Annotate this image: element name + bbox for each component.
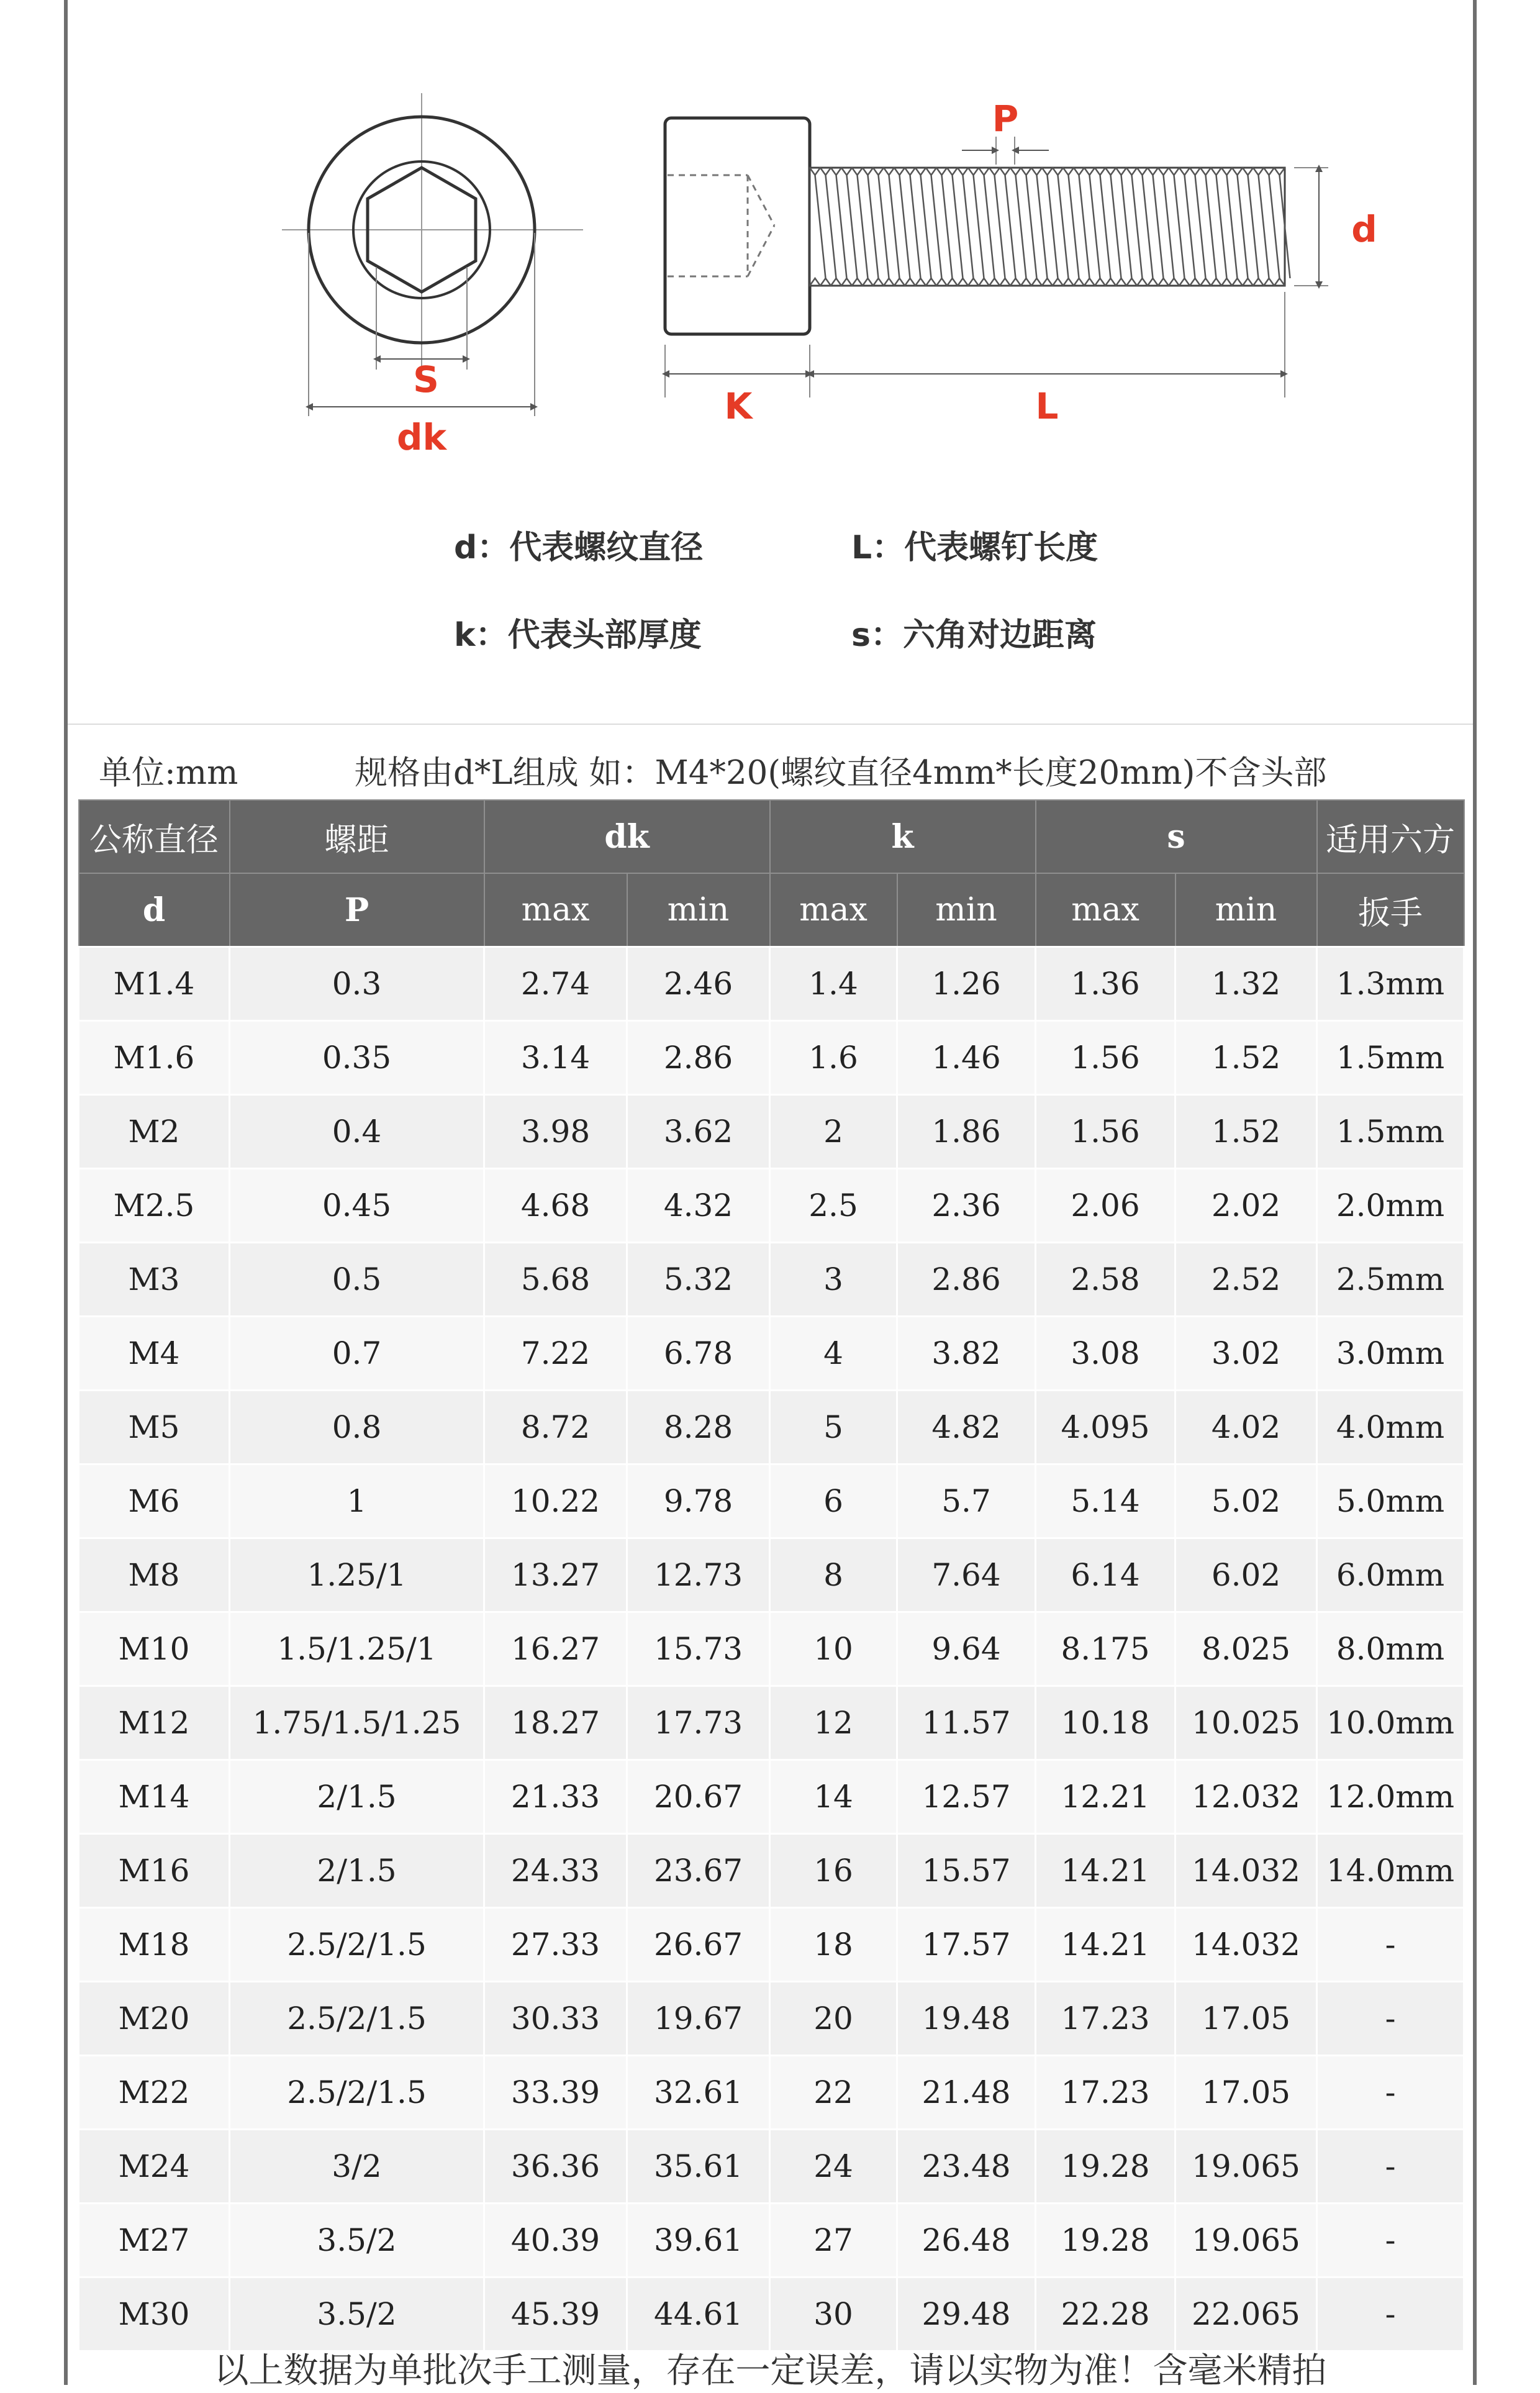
screw-drawing [68,0,1473,724]
cell-k-max: 1.4 [770,947,897,1021]
cell-size: M18 [79,1908,230,1982]
table-row [79,2277,1464,2351]
cell-pitch: 3.5/2 [230,2277,484,2351]
cell-dk-min: 4.32 [627,1169,770,1243]
cell-wrench: - [1317,2204,1464,2277]
cell-s-min: 5.02 [1175,1464,1317,1538]
cell-k-max: 22 [770,2056,897,2130]
cell-s-min: 12.032 [1175,1760,1317,1834]
cell-s-min: 19.065 [1175,2204,1317,2277]
col-s-max: max [1036,873,1175,947]
cell-pitch: 3/2 [230,2130,484,2204]
cell-pitch: 2.5/2/1.5 [230,1982,484,2056]
cell-k-min: 17.57 [897,1908,1036,1982]
col-k: k [770,800,1036,873]
col-nominal-diameter: 公称直径 [79,800,230,873]
table-row [79,1021,1464,1095]
cell-pitch: 0.8 [230,1391,484,1464]
cell-k-max: 5 [770,1391,897,1464]
cell-k-max: 20 [770,1982,897,2056]
table-row [79,2204,1464,2277]
cell-s-max: 6.14 [1036,1538,1175,1612]
cell-dk-min: 35.61 [627,2130,770,2204]
table-row [79,2130,1464,2204]
cell-k-min: 5.7 [897,1464,1036,1538]
col-dk-min: min [627,873,770,947]
cell-s-max: 3.08 [1036,1317,1175,1391]
cell-wrench: 12.0mm [1317,1760,1464,1834]
cell-s-min: 1.52 [1175,1095,1317,1169]
cell-dk-min: 9.78 [627,1464,770,1538]
cell-s-min: 17.05 [1175,1982,1317,2056]
cell-dk-max: 40.39 [484,2204,627,2277]
cell-k-min: 9.64 [897,1612,1036,1686]
cell-size: M20 [79,1982,230,2056]
table-header-row-top [79,800,1464,873]
cell-dk-max: 7.22 [484,1317,627,1391]
cell-dk-max: 2.74 [484,947,627,1021]
cell-pitch: 0.5 [230,1243,484,1317]
cell-s-min: 6.02 [1175,1538,1317,1612]
cell-k-min: 1.86 [897,1095,1036,1169]
cell-dk-min: 12.73 [627,1538,770,1612]
cell-pitch: 0.4 [230,1095,484,1169]
cell-dk-min: 17.73 [627,1686,770,1760]
cell-k-min: 21.48 [897,2056,1036,2130]
cell-s-min: 19.065 [1175,2130,1317,2204]
cell-dk-max: 21.33 [484,1760,627,1834]
table-row [79,1760,1464,1834]
cell-dk-max: 3.14 [484,1021,627,1095]
cell-dk-max: 3.98 [484,1095,627,1169]
cell-s-min: 2.02 [1175,1169,1317,1243]
table-row [79,1391,1464,1464]
cell-k-max: 6 [770,1464,897,1538]
cell-k-max: 1.6 [770,1021,897,1095]
col-s: s [1036,800,1317,873]
cell-k-min: 11.57 [897,1686,1036,1760]
screw-dimension-diagram [68,0,1473,725]
cell-wrench: 5.0mm [1317,1464,1464,1538]
cell-k-max: 2 [770,1095,897,1169]
spec-format-note: 规格由d*L组成 如：M4*20(螺纹直径4mm*长度20mm)不含头部 [355,754,1327,792]
cell-size: M8 [79,1538,230,1612]
col-wrench: 适用六方 [1317,800,1464,873]
cell-k-min: 12.57 [897,1760,1036,1834]
cell-dk-max: 18.27 [484,1686,627,1760]
cell-pitch: 0.7 [230,1317,484,1391]
cell-dk-min: 3.62 [627,1095,770,1169]
cell-s-max: 2.58 [1036,1243,1175,1317]
legend-l: L：代表螺钉长度 [851,529,1098,566]
cell-size: M2 [79,1095,230,1169]
cell-size: M3 [79,1243,230,1317]
dim-label-l: L [1035,385,1059,427]
cell-s-max: 1.56 [1036,1095,1175,1169]
col-k-max: max [770,873,897,947]
cell-dk-min: 6.78 [627,1317,770,1391]
table-row [79,1095,1464,1169]
cell-pitch: 0.35 [230,1021,484,1095]
cell-s-max: 14.21 [1036,1908,1175,1982]
cell-dk-min: 32.61 [627,2056,770,2130]
cell-pitch: 2/1.5 [230,1834,484,1908]
cell-dk-min: 26.67 [627,1908,770,1982]
cell-s-max: 1.56 [1036,1021,1175,1095]
cell-size: M22 [79,2056,230,2130]
cell-k-min: 7.64 [897,1538,1036,1612]
cell-pitch: 1 [230,1464,484,1538]
dim-label-k: K [724,385,753,427]
cell-dk-min: 2.86 [627,1021,770,1095]
cell-s-min: 3.02 [1175,1317,1317,1391]
cell-dk-min: 5.32 [627,1243,770,1317]
cell-wrench: - [1317,2130,1464,2204]
col-k-min: min [897,873,1036,947]
cell-pitch: 1.25/1 [230,1538,484,1612]
cell-s-max: 17.23 [1036,2056,1175,2130]
dim-label-d: d [1351,208,1377,250]
cell-wrench: - [1317,1908,1464,1982]
cell-k-min: 29.48 [897,2277,1036,2351]
cell-s-min: 4.02 [1175,1391,1317,1464]
spec-info-row [68,733,1473,795]
cell-k-min: 23.48 [897,2130,1036,2204]
spec-table [78,799,1465,2352]
table-row [79,1538,1464,1612]
legend-d: d：代表螺纹直径 [454,529,704,566]
col-d: d [79,873,230,947]
col-dk-max: max [484,873,627,947]
table-row [79,1317,1464,1391]
cell-size: M14 [79,1760,230,1834]
cell-wrench: - [1317,1982,1464,2056]
table-row [79,1464,1464,1538]
table-header-row-sub [79,873,1464,947]
cell-s-max: 4.095 [1036,1391,1175,1464]
cell-s-min: 1.52 [1175,1021,1317,1095]
cell-size: M16 [79,1834,230,1908]
cell-k-max: 18 [770,1908,897,1982]
cell-s-max: 10.18 [1036,1686,1175,1760]
cell-s-min: 8.025 [1175,1612,1317,1686]
cell-pitch: 0.45 [230,1169,484,1243]
cell-wrench: 1.5mm [1317,1021,1464,1095]
cell-k-max: 12 [770,1686,897,1760]
cell-s-min: 10.025 [1175,1686,1317,1760]
cell-dk-min: 8.28 [627,1391,770,1464]
cell-k-max: 14 [770,1760,897,1834]
table-row [79,947,1464,1021]
cell-size: M27 [79,2204,230,2277]
cell-dk-min: 23.67 [627,1834,770,1908]
cell-k-max: 2.5 [770,1169,897,1243]
dim-label-s: S [413,358,439,401]
cell-dk-max: 16.27 [484,1612,627,1686]
cell-size: M30 [79,2277,230,2351]
cell-pitch: 1.5/1.25/1 [230,1612,484,1686]
screw-side-view [665,118,1328,397]
cell-size: M12 [79,1686,230,1760]
col-dk: dk [484,800,770,873]
unit-label: 单位:mm [99,754,238,792]
cell-pitch: 0.3 [230,947,484,1021]
cell-dk-max: 27.33 [484,1908,627,1982]
cell-dk-max: 5.68 [484,1243,627,1317]
cell-k-max: 27 [770,2204,897,2277]
cell-pitch: 3.5/2 [230,2204,484,2277]
cell-size: M1.6 [79,1021,230,1095]
cell-k-max: 24 [770,2130,897,2204]
cell-size: M6 [79,1464,230,1538]
cell-wrench: 14.0mm [1317,1834,1464,1908]
cell-s-max: 17.23 [1036,1982,1175,2056]
col-pitch: 螺距 [230,800,484,873]
cell-s-max: 2.06 [1036,1169,1175,1243]
cell-size: M1.4 [79,947,230,1021]
cell-wrench: - [1317,2056,1464,2130]
cell-k-max: 4 [770,1317,897,1391]
cell-size: M24 [79,2130,230,2204]
legend-s: s：六角对边距离 [851,617,1097,654]
cell-k-max: 8 [770,1538,897,1612]
col-p: P [230,873,484,947]
table-row [79,1169,1464,1243]
cell-s-max: 5.14 [1036,1464,1175,1538]
cell-k-max: 30 [770,2277,897,2351]
cell-wrench: 10.0mm [1317,1686,1464,1760]
cell-dk-min: 39.61 [627,2204,770,2277]
cell-s-max: 19.28 [1036,2204,1175,2277]
dim-label-dk: dk [396,416,447,458]
cell-wrench: 2.0mm [1317,1169,1464,1243]
legend-k: k：代表头部厚度 [454,617,702,654]
table-row [79,1243,1464,1317]
cell-k-min: 2.86 [897,1243,1036,1317]
cell-k-max: 10 [770,1612,897,1686]
cell-s-max: 22.28 [1036,2277,1175,2351]
cell-wrench: 6.0mm [1317,1538,1464,1612]
cell-size: M2.5 [79,1169,230,1243]
cell-s-max: 14.21 [1036,1834,1175,1908]
cell-size: M10 [79,1612,230,1686]
cell-s-min: 17.05 [1175,2056,1317,2130]
cell-wrench: - [1317,2277,1464,2351]
cell-wrench: 8.0mm [1317,1612,1464,1686]
cell-dk-min: 2.46 [627,947,770,1021]
cell-s-min: 14.032 [1175,1834,1317,1908]
cell-s-max: 1.36 [1036,947,1175,1021]
spec-table-body [79,947,1464,2351]
cell-dk-max: 10.22 [484,1464,627,1538]
table-row [79,2056,1464,2130]
cell-wrench: 2.5mm [1317,1243,1464,1317]
cell-dk-max: 33.39 [484,2056,627,2130]
cell-wrench: 3.0mm [1317,1317,1464,1391]
cell-wrench: 4.0mm [1317,1391,1464,1464]
cell-k-min: 19.48 [897,1982,1036,2056]
cell-k-max: 16 [770,1834,897,1908]
cell-k-min: 26.48 [897,2204,1036,2277]
cell-pitch: 2.5/2/1.5 [230,1908,484,1982]
cell-k-min: 1.46 [897,1021,1036,1095]
cell-dk-min: 44.61 [627,2277,770,2351]
cell-k-min: 15.57 [897,1834,1036,1908]
cell-s-max: 12.21 [1036,1760,1175,1834]
cell-dk-max: 36.36 [484,2130,627,2204]
cell-size: M4 [79,1317,230,1391]
cell-s-min: 22.065 [1175,2277,1317,2351]
cell-dk-min: 20.67 [627,1760,770,1834]
table-row [79,1982,1464,2056]
cell-dk-max: 45.39 [484,2277,627,2351]
cell-size: M5 [79,1391,230,1464]
cell-dk-max: 8.72 [484,1391,627,1464]
cell-k-min: 2.36 [897,1169,1036,1243]
table-row [79,1908,1464,1982]
cell-k-min: 4.82 [897,1391,1036,1464]
cell-k-min: 3.82 [897,1317,1036,1391]
cell-dk-max: 13.27 [484,1538,627,1612]
cell-pitch: 2.5/2/1.5 [230,2056,484,2130]
col-wrench-sub: 扳手 [1317,873,1464,947]
table-row [79,1612,1464,1686]
table-row [79,1686,1464,1760]
table-row [79,1834,1464,1908]
cell-s-min: 1.32 [1175,947,1317,1021]
cell-s-max: 8.175 [1036,1612,1175,1686]
cell-wrench: 1.5mm [1317,1095,1464,1169]
cell-k-min: 1.26 [897,947,1036,1021]
cell-dk-max: 24.33 [484,1834,627,1908]
cell-s-min: 2.52 [1175,1243,1317,1317]
measurement-footnote: 以上数据为单批次手工测量，存在一定误差，请以实物为准！含毫米精拍 [214,2351,1327,2391]
cell-wrench: 1.3mm [1317,947,1464,1021]
cell-dk-max: 4.68 [484,1169,627,1243]
cell-dk-min: 15.73 [627,1612,770,1686]
cell-dk-min: 19.67 [627,1982,770,2056]
col-s-min: min [1175,873,1317,947]
dim-label-p: P [992,98,1019,140]
cell-pitch: 2/1.5 [230,1760,484,1834]
cell-dk-max: 30.33 [484,1982,627,2056]
cell-pitch: 1.75/1.5/1.25 [230,1686,484,1760]
cell-k-max: 3 [770,1243,897,1317]
cell-s-min: 14.032 [1175,1908,1317,1982]
cell-s-max: 19.28 [1036,2130,1175,2204]
